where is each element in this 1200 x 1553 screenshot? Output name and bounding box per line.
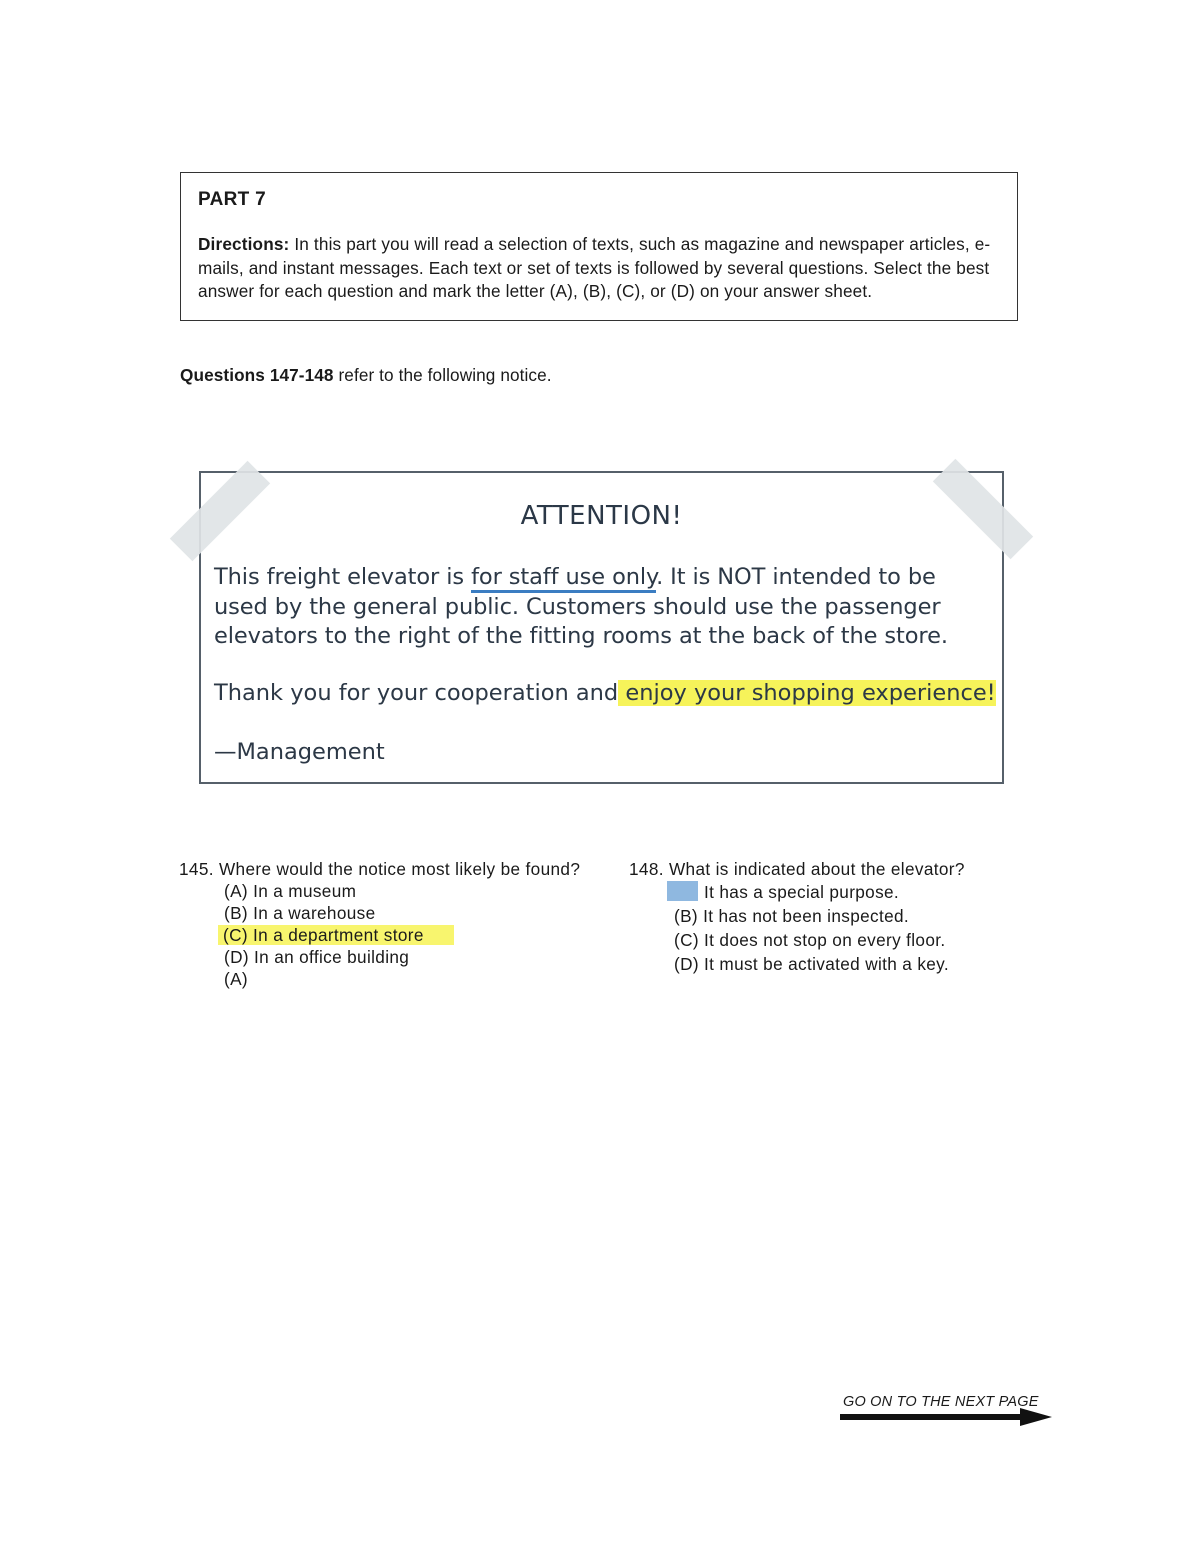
part-heading: PART 7 (198, 189, 266, 210)
answer-options (629, 880, 965, 976)
option-c[interactable]: (C) It does not stop on every floor. (674, 930, 946, 950)
notice-body-start: This freight elevator is (214, 564, 472, 590)
option-b[interactable]: (B) It has not been inspected. (674, 906, 910, 926)
notice-body (214, 563, 994, 652)
notice-highlighted-phrase: enjoy your shopping experience! (618, 680, 996, 706)
option-d[interactable]: (D) In an office building (224, 947, 410, 967)
question-stem: 148. What is indicated about the elevator? (629, 859, 965, 879)
answer-note: (A) (224, 969, 248, 989)
directions-label: Directions: (198, 234, 290, 254)
notice-underlined-phrase: for staff use only (471, 564, 656, 593)
notice (199, 471, 1004, 784)
option-a[interactable]: (A) In a museum (224, 881, 357, 901)
notice-thanks-start: Thank you for your cooperation and (214, 680, 619, 706)
question-145 (179, 858, 580, 990)
blue-highlight-mark (667, 881, 698, 901)
option-b[interactable]: (B) In a warehouse (224, 903, 376, 923)
directions-body: In this part you will read a selection of texts, such as magazine and newspaper articles, e-mails, and instant messages. Each text or set of texts is followed by several questions. Select the best answer for each question and mark the letter (A), (B), (C), or (D) on your answer sheet. (198, 234, 991, 301)
option-d[interactable]: (D) It must be activated with a key. (674, 954, 949, 974)
question-stem: 145. Where would the notice most likely be found? (179, 859, 581, 879)
answer-options (179, 880, 580, 990)
notice-signature: —Management (214, 739, 385, 765)
notice-title: ATTENTION! (520, 501, 683, 531)
option-a[interactable] (674, 880, 965, 904)
next-page-indicator (840, 1394, 1052, 1428)
directions-box (180, 172, 1018, 321)
notice-body-end: . It is NOT intended to be used by the general public. Customers should use the passenger elevators to the right of the fitting rooms at the back of the store. (214, 564, 948, 649)
directions-text (198, 233, 1001, 304)
arrow-right-icon (840, 1408, 1052, 1426)
questions-range: Questions 147-148 (180, 365, 334, 385)
questions-intro-text: refer to the following notice. (333, 365, 552, 385)
notice-thanks (214, 678, 996, 708)
question-148 (629, 858, 965, 976)
questions-intro (180, 365, 552, 386)
option-c-highlighted: (C) In a department store (218, 925, 454, 945)
next-page-label: GO ON TO THE NEXT PAGE (843, 1394, 1039, 1410)
option-c[interactable] (224, 924, 580, 946)
option-a-text: It has a special purpose. (704, 882, 900, 902)
